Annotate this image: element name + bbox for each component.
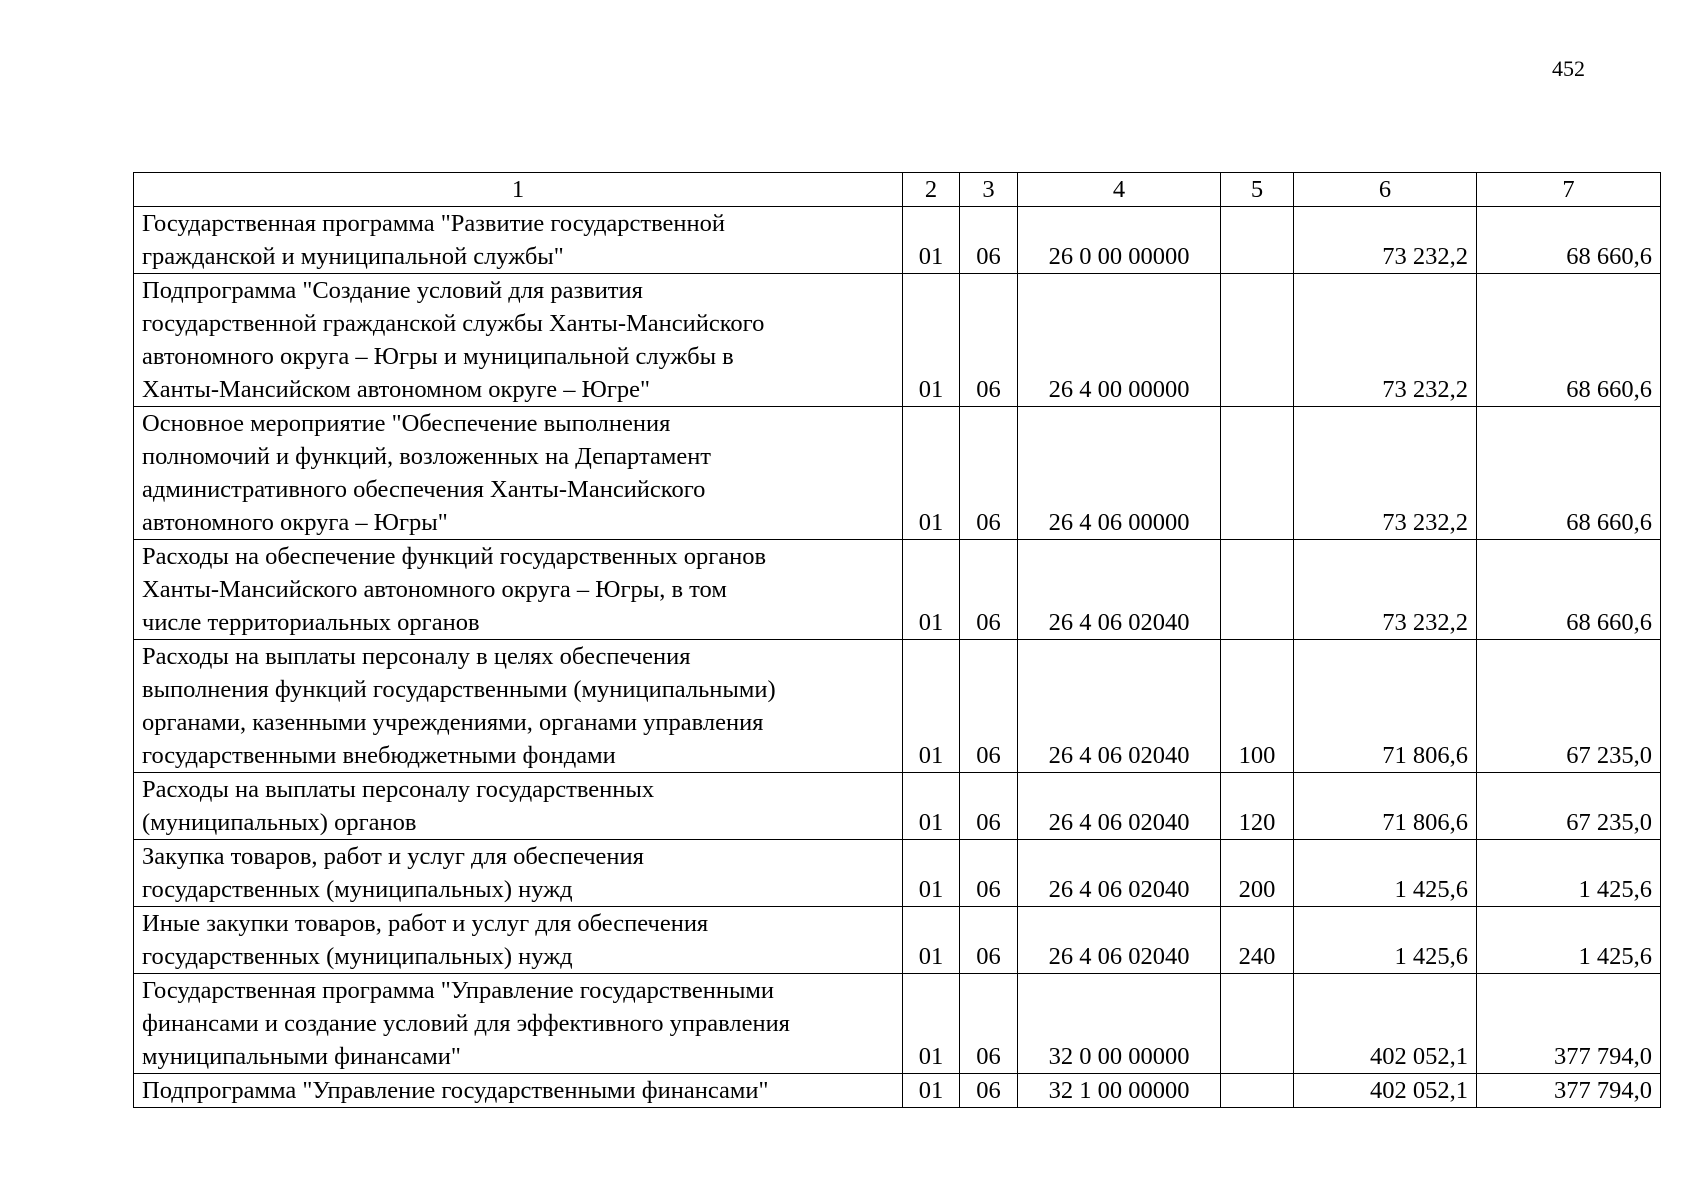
row-amount-2: 68 660,6 xyxy=(1477,274,1661,407)
table-row xyxy=(134,773,1661,840)
row-subsection: 06 xyxy=(960,407,1018,540)
row-amount-2: 377 794,0 xyxy=(1477,974,1661,1074)
row-expense-type xyxy=(1221,207,1294,274)
budget-table xyxy=(133,172,1661,1108)
row-section: 01 xyxy=(903,1074,960,1108)
row-amount-2: 377 794,0 xyxy=(1477,1074,1661,1108)
row-section: 01 xyxy=(903,974,960,1074)
row-target: 26 4 06 00000 xyxy=(1018,407,1221,540)
row-section: 01 xyxy=(903,207,960,274)
row-subsection: 06 xyxy=(960,640,1018,773)
row-name: Подпрограмма "Создание условий для развития государственной гражданской службы Ханты-Мансийского автономного округа – Югры и муниципальной службы в Ханты-Мансийском автономном округе – Югре" xyxy=(134,274,903,407)
row-subsection: 06 xyxy=(960,540,1018,640)
row-section: 01 xyxy=(903,907,960,974)
row-target: 26 4 00 00000 xyxy=(1018,274,1221,407)
row-expense-type: 100 xyxy=(1221,640,1294,773)
column-header: 6 xyxy=(1294,173,1477,207)
row-amount-1: 71 806,6 xyxy=(1294,640,1477,773)
row-subsection: 06 xyxy=(960,274,1018,407)
page-number: 452 xyxy=(1552,56,1585,81)
row-section: 01 xyxy=(903,840,960,907)
row-name: Расходы на обеспечение функций государственных органов Ханты-Мансийского автономного округа – Югры, в том числе территориальных органов xyxy=(134,540,903,640)
table-row xyxy=(134,907,1661,974)
column-header: 1 xyxy=(134,173,903,207)
row-amount-1: 73 232,2 xyxy=(1294,274,1477,407)
table-row xyxy=(134,274,1661,407)
row-expense-type xyxy=(1221,540,1294,640)
row-expense-type: 120 xyxy=(1221,773,1294,840)
row-name: Закупка товаров, работ и услуг для обеспечения государственных (муниципальных) нужд xyxy=(134,840,903,907)
row-amount-1: 73 232,2 xyxy=(1294,207,1477,274)
column-header: 4 xyxy=(1018,173,1221,207)
row-section: 01 xyxy=(903,540,960,640)
table-row xyxy=(134,640,1661,773)
row-target: 26 4 06 02040 xyxy=(1018,540,1221,640)
row-section: 01 xyxy=(903,640,960,773)
row-name: Иные закупки товаров, работ и услуг для обеспечения государственных (муниципальных) нужд xyxy=(134,907,903,974)
row-amount-1: 402 052,1 xyxy=(1294,1074,1477,1108)
row-expense-type xyxy=(1221,1074,1294,1108)
table-row xyxy=(134,840,1661,907)
table-row xyxy=(134,540,1661,640)
table-row xyxy=(134,974,1661,1074)
row-section: 01 xyxy=(903,773,960,840)
row-amount-2: 68 660,6 xyxy=(1477,207,1661,274)
row-name: Расходы на выплаты персоналу в целях обеспечения выполнения функций государственными (муниципальными) органами, казенными учреждениями, органами управления государственными внебюджетными фондами xyxy=(134,640,903,773)
row-amount-2: 67 235,0 xyxy=(1477,640,1661,773)
row-subsection: 06 xyxy=(960,974,1018,1074)
row-subsection: 06 xyxy=(960,773,1018,840)
row-target: 26 4 06 02040 xyxy=(1018,773,1221,840)
header-row xyxy=(134,173,1661,207)
row-name: Основное мероприятие "Обеспечение выполнения полномочий и функций, возложенных на Департамент административного обеспечения Ханты-Мансийского автономного округа – Югры" xyxy=(134,407,903,540)
row-name: Подпрограмма "Управление государственными финансами" xyxy=(134,1074,903,1108)
row-target: 32 0 00 00000 xyxy=(1018,974,1221,1074)
row-subsection: 06 xyxy=(960,907,1018,974)
row-target: 26 4 06 02040 xyxy=(1018,840,1221,907)
row-amount-2: 67 235,0 xyxy=(1477,773,1661,840)
row-name: Государственная программа "Управление государственными финансами и создание условий для эффективного управления муниципальными финансами" xyxy=(134,974,903,1074)
row-target: 32 1 00 00000 xyxy=(1018,1074,1221,1108)
row-amount-2: 1 425,6 xyxy=(1477,907,1661,974)
row-target: 26 0 00 00000 xyxy=(1018,207,1221,274)
row-target: 26 4 06 02040 xyxy=(1018,907,1221,974)
row-amount-1: 1 425,6 xyxy=(1294,907,1477,974)
table-row xyxy=(134,407,1661,540)
row-expense-type xyxy=(1221,274,1294,407)
table-row xyxy=(134,1074,1661,1108)
column-header: 3 xyxy=(960,173,1018,207)
row-subsection: 06 xyxy=(960,840,1018,907)
column-header: 7 xyxy=(1477,173,1661,207)
row-section: 01 xyxy=(903,274,960,407)
row-amount-1: 73 232,2 xyxy=(1294,540,1477,640)
row-name: Государственная программа "Развитие государственной гражданской и муниципальной службы" xyxy=(134,207,903,274)
row-amount-1: 402 052,1 xyxy=(1294,974,1477,1074)
row-amount-2: 1 425,6 xyxy=(1477,840,1661,907)
row-section: 01 xyxy=(903,407,960,540)
row-subsection: 06 xyxy=(960,1074,1018,1108)
row-name: Расходы на выплаты персоналу государственных (муниципальных) органов xyxy=(134,773,903,840)
row-subsection: 06 xyxy=(960,207,1018,274)
row-amount-1: 71 806,6 xyxy=(1294,773,1477,840)
row-target: 26 4 06 02040 xyxy=(1018,640,1221,773)
column-header: 5 xyxy=(1221,173,1294,207)
table-row xyxy=(134,207,1661,274)
row-expense-type xyxy=(1221,407,1294,540)
row-amount-2: 68 660,6 xyxy=(1477,407,1661,540)
row-expense-type xyxy=(1221,974,1294,1074)
row-amount-1: 73 232,2 xyxy=(1294,407,1477,540)
row-amount-1: 1 425,6 xyxy=(1294,840,1477,907)
row-amount-2: 68 660,6 xyxy=(1477,540,1661,640)
column-header: 2 xyxy=(903,173,960,207)
row-expense-type: 200 xyxy=(1221,840,1294,907)
row-expense-type: 240 xyxy=(1221,907,1294,974)
